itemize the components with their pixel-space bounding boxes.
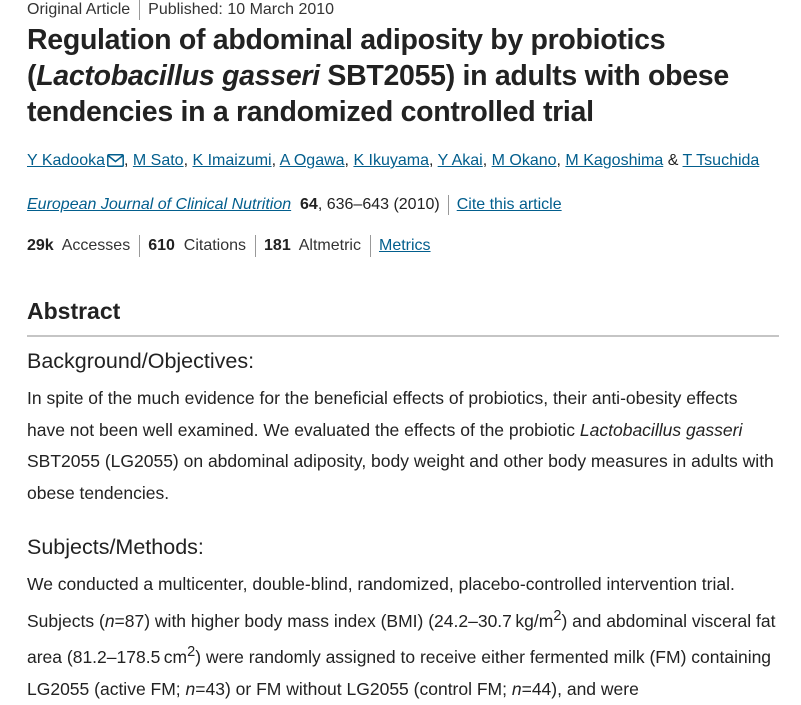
accesses-count: 29k (27, 237, 54, 254)
title-species: Lactobacillus gasseri (36, 60, 320, 92)
accesses-label: Accesses (61, 237, 131, 254)
journal-link[interactable]: European Journal of Clinical Nutrition (27, 196, 292, 213)
published-date: Published: 10 March 2010 (148, 1, 335, 18)
author-link[interactable]: Y Akai (437, 152, 483, 169)
citation-line (27, 195, 779, 215)
methods-text: ) were randomly assigned to receive either fermented milk (FM) containing LG2055 (active FM; (27, 646, 772, 699)
article-page (27, 0, 779, 705)
methods-text: =44), and were (521, 678, 639, 699)
citations-count: 610 (148, 237, 175, 254)
title-text-1: Regulation of abdominal adiposity by probiotics ( (27, 24, 666, 92)
authors-and: & (667, 152, 679, 169)
background-text-2: SBT2055 (LG2055) on abdominal adiposity, body weight and other body measures in adults with obese tendencies. (27, 451, 774, 504)
metrics-link[interactable]: Metrics (378, 237, 431, 254)
methods-text: =43) or FM without LG2055 (control FM; (195, 678, 512, 699)
article-title (27, 22, 779, 130)
background-text-1: In spite of the much evidence for the beneficial effects of probiotics, their anti-obesity effects have not been well examined. We evaluated the effects of the probiotic (27, 388, 738, 440)
author-link[interactable]: M Kagoshima (565, 152, 664, 169)
cite-this-article-link[interactable]: Cite this article (456, 196, 562, 213)
abstract-heading: Abstract (27, 297, 779, 337)
methods-text: We conducted a multicenter, double-blind, randomized, placebo-controlled intervention trial. Subjects ( (27, 573, 735, 631)
background-paragraph (27, 383, 779, 510)
author-link[interactable]: A Ogawa (279, 152, 345, 169)
divider (448, 195, 449, 215)
author-link[interactable]: K Imaizumi (192, 152, 272, 169)
author-link[interactable]: T Tsuchida (682, 152, 760, 169)
divider (255, 235, 256, 257)
author-list: Y Kadooka , M Sato, K Imaizumi, A Ogawa, K Ikuyama, Y Akai, M Okano, M Kagoshima & T Tsuchida (27, 149, 779, 175)
author-link[interactable]: Y Kadooka (27, 152, 105, 169)
author-link[interactable]: M Okano (491, 152, 557, 169)
background-heading: Background/Objectives: (27, 349, 255, 373)
altmetric-label: Altmetric (298, 237, 361, 254)
article-type: Original Article (27, 1, 131, 18)
title-text-2: SBT2055) in adults with obese tendencies in a randomized controlled trial (27, 60, 729, 128)
methods-paragraph (27, 569, 779, 705)
author-link[interactable]: M Sato (132, 152, 184, 169)
methods-n: n (104, 610, 115, 631)
citations-label: Citations (183, 237, 247, 254)
methods-n: n (511, 678, 522, 699)
methods-text: =87) with higher body mass index (BMI) (24.2–30.7 kg/m (114, 610, 554, 631)
methods-n: n (185, 678, 196, 699)
divider (370, 235, 371, 257)
author-link[interactable]: K Ikuyama (353, 152, 430, 169)
metrics-bar (27, 235, 779, 257)
superscript: 2 (553, 607, 562, 624)
divider (139, 235, 140, 257)
background-species: Lactobacillus gasseri (579, 419, 743, 440)
methods-heading: Subjects/Methods: (27, 534, 204, 559)
altmetric-count: 181 (264, 237, 291, 254)
divider (139, 0, 140, 20)
mail-icon[interactable] (107, 151, 124, 175)
pages-year: , 636–643 (2010) (317, 196, 440, 213)
methods-text: ) and abdominal visceral fat area (81.2–178.5 cm (27, 610, 776, 667)
superscript: 2 (187, 644, 196, 661)
volume: 64 (300, 196, 318, 213)
article-meta (27, 0, 779, 20)
